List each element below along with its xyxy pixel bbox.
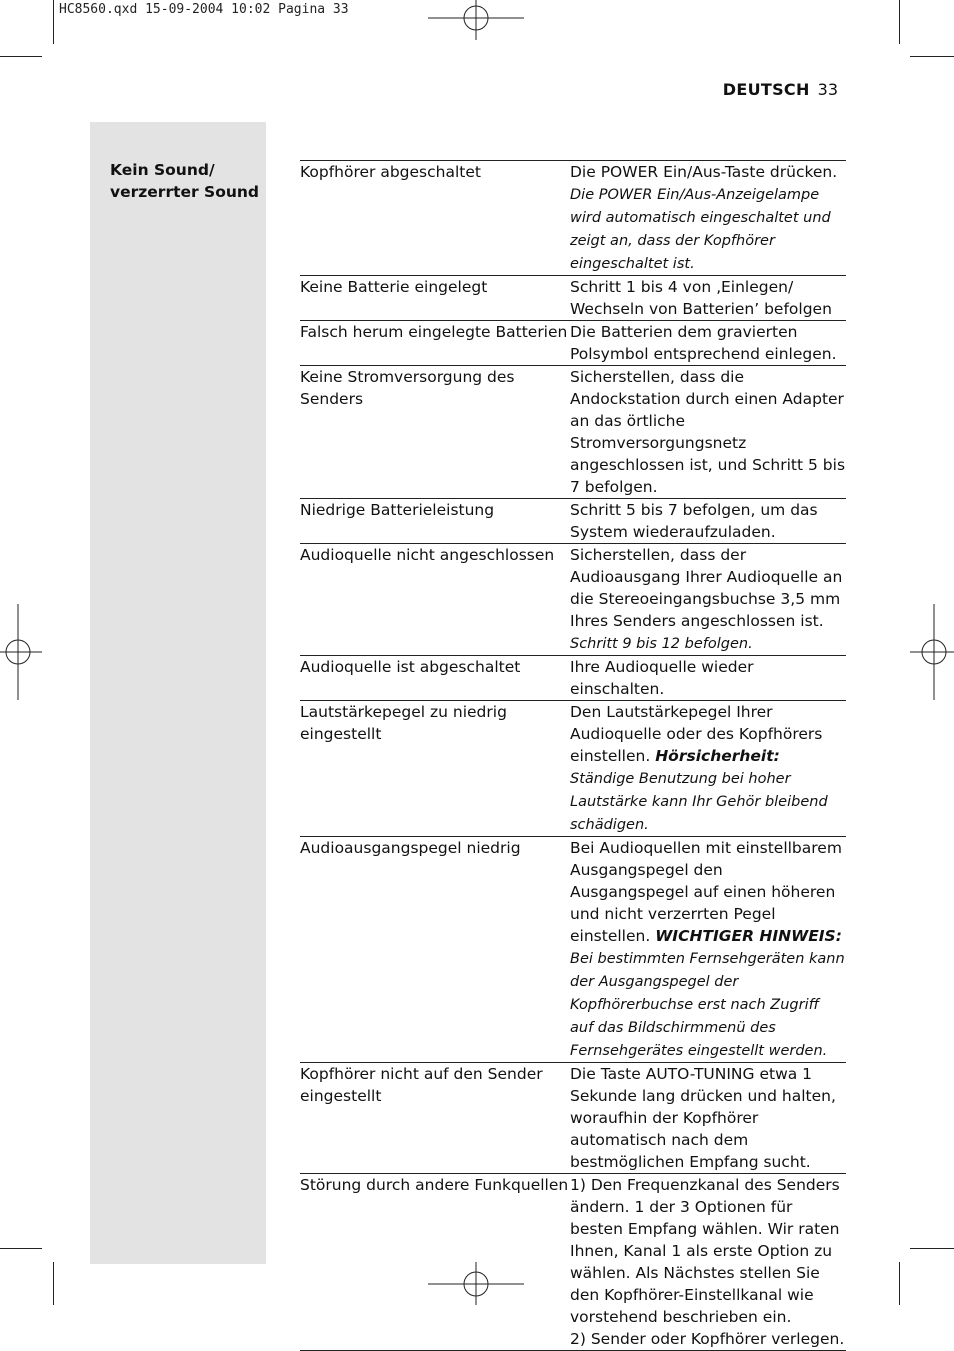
page-header	[723, 80, 838, 99]
registration-mark-icon	[910, 604, 954, 700]
table-row	[300, 1062, 846, 1173]
cause-cell: Falsch herum eingelegte Batterien	[300, 323, 568, 341]
crop-mark	[899, 0, 900, 44]
crop-mark	[910, 1248, 954, 1249]
solution-cell: Schritt 1 bis 4 von ‚Einlegen/ Wechseln von Batterien’ befolgen	[570, 278, 832, 318]
sidebar-band	[90, 122, 266, 1264]
solution-cell: Die Batterien dem gravierten Polsymbol entsprechend einlegen.	[570, 323, 837, 363]
solution-cell: Schritt 5 bis 7 befolgen, um das System wiederaufzuladen.	[570, 501, 818, 541]
solution-cell: Sicherstellen, dass der Audioausgang Ihrer Audioquelle an die Stereoeingangsbuchse 3,5 mm Ihres Senders angeschlossen ist. Schritt 9 bis 12 befolgen.	[570, 546, 843, 652]
cause-cell: Niedrige Batterieleistung	[300, 501, 495, 519]
troubleshooting-table	[300, 160, 846, 1351]
solution-cell: Bei Audioquellen mit einstellbarem Ausgangspegel den Ausgangspegel auf einen höheren und nicht verzerrten Pegel einstellen. WICHTIGER HINWEIS: Bei bestimmten Fernsehgeräten kann der Ausgangspegel der Kopfhörerbuchse erst nach Zugriff auf das Bildschirmmenü des Fernsehgerätes eingestellt werden.	[570, 839, 845, 1059]
solution-cell: Sicherstellen, dass die Andockstation durch einen Adapter an das örtliche Stromversorgungsnetz angeschlossen ist, und Schritt 5 bis 7 befolgen.	[570, 368, 846, 496]
section-language: DEUTSCH	[722, 80, 810, 99]
cause-cell: Keine Batterie eingelegt	[300, 278, 488, 296]
solution-cell: Die Taste AUTO-TUNING etwa 1 Sekunde lang drücken und halten, woraufhin der Kopfhörer automatisch nach dem bestmöglichen Empfang sucht.	[570, 1065, 836, 1171]
table-row	[300, 655, 846, 700]
crop-mark	[53, 0, 54, 44]
table-row	[300, 836, 846, 1062]
crop-mark	[53, 1262, 54, 1305]
solution-cell: Den Lautstärkepegel Ihrer Audioquelle oder des Kopfhörers einstellen. Hörsicherheit: Ständige Benutzung bei hoher Lautstärke kann Ihr Gehör bleibend schädigen.	[570, 703, 828, 833]
table-row	[300, 543, 846, 655]
cause-cell: Lautstärkepegel zu niedrig eingestellt	[300, 703, 507, 743]
solution-cell: Die POWER Ein/Aus-Taste drücken. Die POWER Ein/Aus-Anzeigelampe wird automatisch eingeschaltet und zeigt an, dass der Kopfhörer eingeschaltet ist.	[570, 163, 838, 272]
crop-mark	[899, 1262, 900, 1305]
cause-cell: Audioquelle ist abgeschaltet	[300, 658, 521, 676]
cause-cell: Störung durch andere Funkquellen	[300, 1176, 569, 1194]
table-row	[300, 320, 846, 365]
registration-mark-icon	[0, 604, 42, 700]
page-number: 33	[817, 80, 838, 99]
cause-cell: Keine Stromversorgung des Senders	[300, 368, 515, 408]
table-row	[300, 275, 846, 320]
table-row	[300, 700, 846, 836]
problem-heading: Kein Sound/ verzerrter Sound	[110, 161, 260, 201]
solution-cell: 1) Den Frequenzkanal des Senders ändern. 1 der 3 Optionen für besten Empfang wählen. Wir raten Ihnen, Kanal 1 als erste Option zu wählen. Als Nächstes stellen Sie den Kopfhörer-Einstellkanal wie vorstehend beschrieben ein. 2) Sender oder Kopfhörer verlegen.	[570, 1176, 845, 1348]
cause-cell: Kopfhörer abgeschaltet	[300, 163, 481, 181]
registration-mark-icon	[428, 0, 524, 40]
table-row	[300, 498, 846, 543]
crop-mark	[0, 56, 42, 57]
cause-cell: Kopfhörer nicht auf den Sender eingestellt	[300, 1065, 543, 1105]
table-row	[300, 1173, 846, 1351]
table-row	[300, 160, 846, 275]
print-slug: HC8560.qxd 15-09-2004 10:02 Pagina 33	[59, 2, 349, 17]
crop-mark	[0, 1248, 42, 1249]
crop-mark	[910, 56, 954, 57]
solution-cell: Ihre Audioquelle wieder einschalten.	[570, 658, 754, 698]
table-row	[300, 365, 846, 498]
cause-cell: Audioausgangspegel niedrig	[300, 839, 521, 857]
cause-cell: Audioquelle nicht angeschlossen	[300, 546, 555, 564]
